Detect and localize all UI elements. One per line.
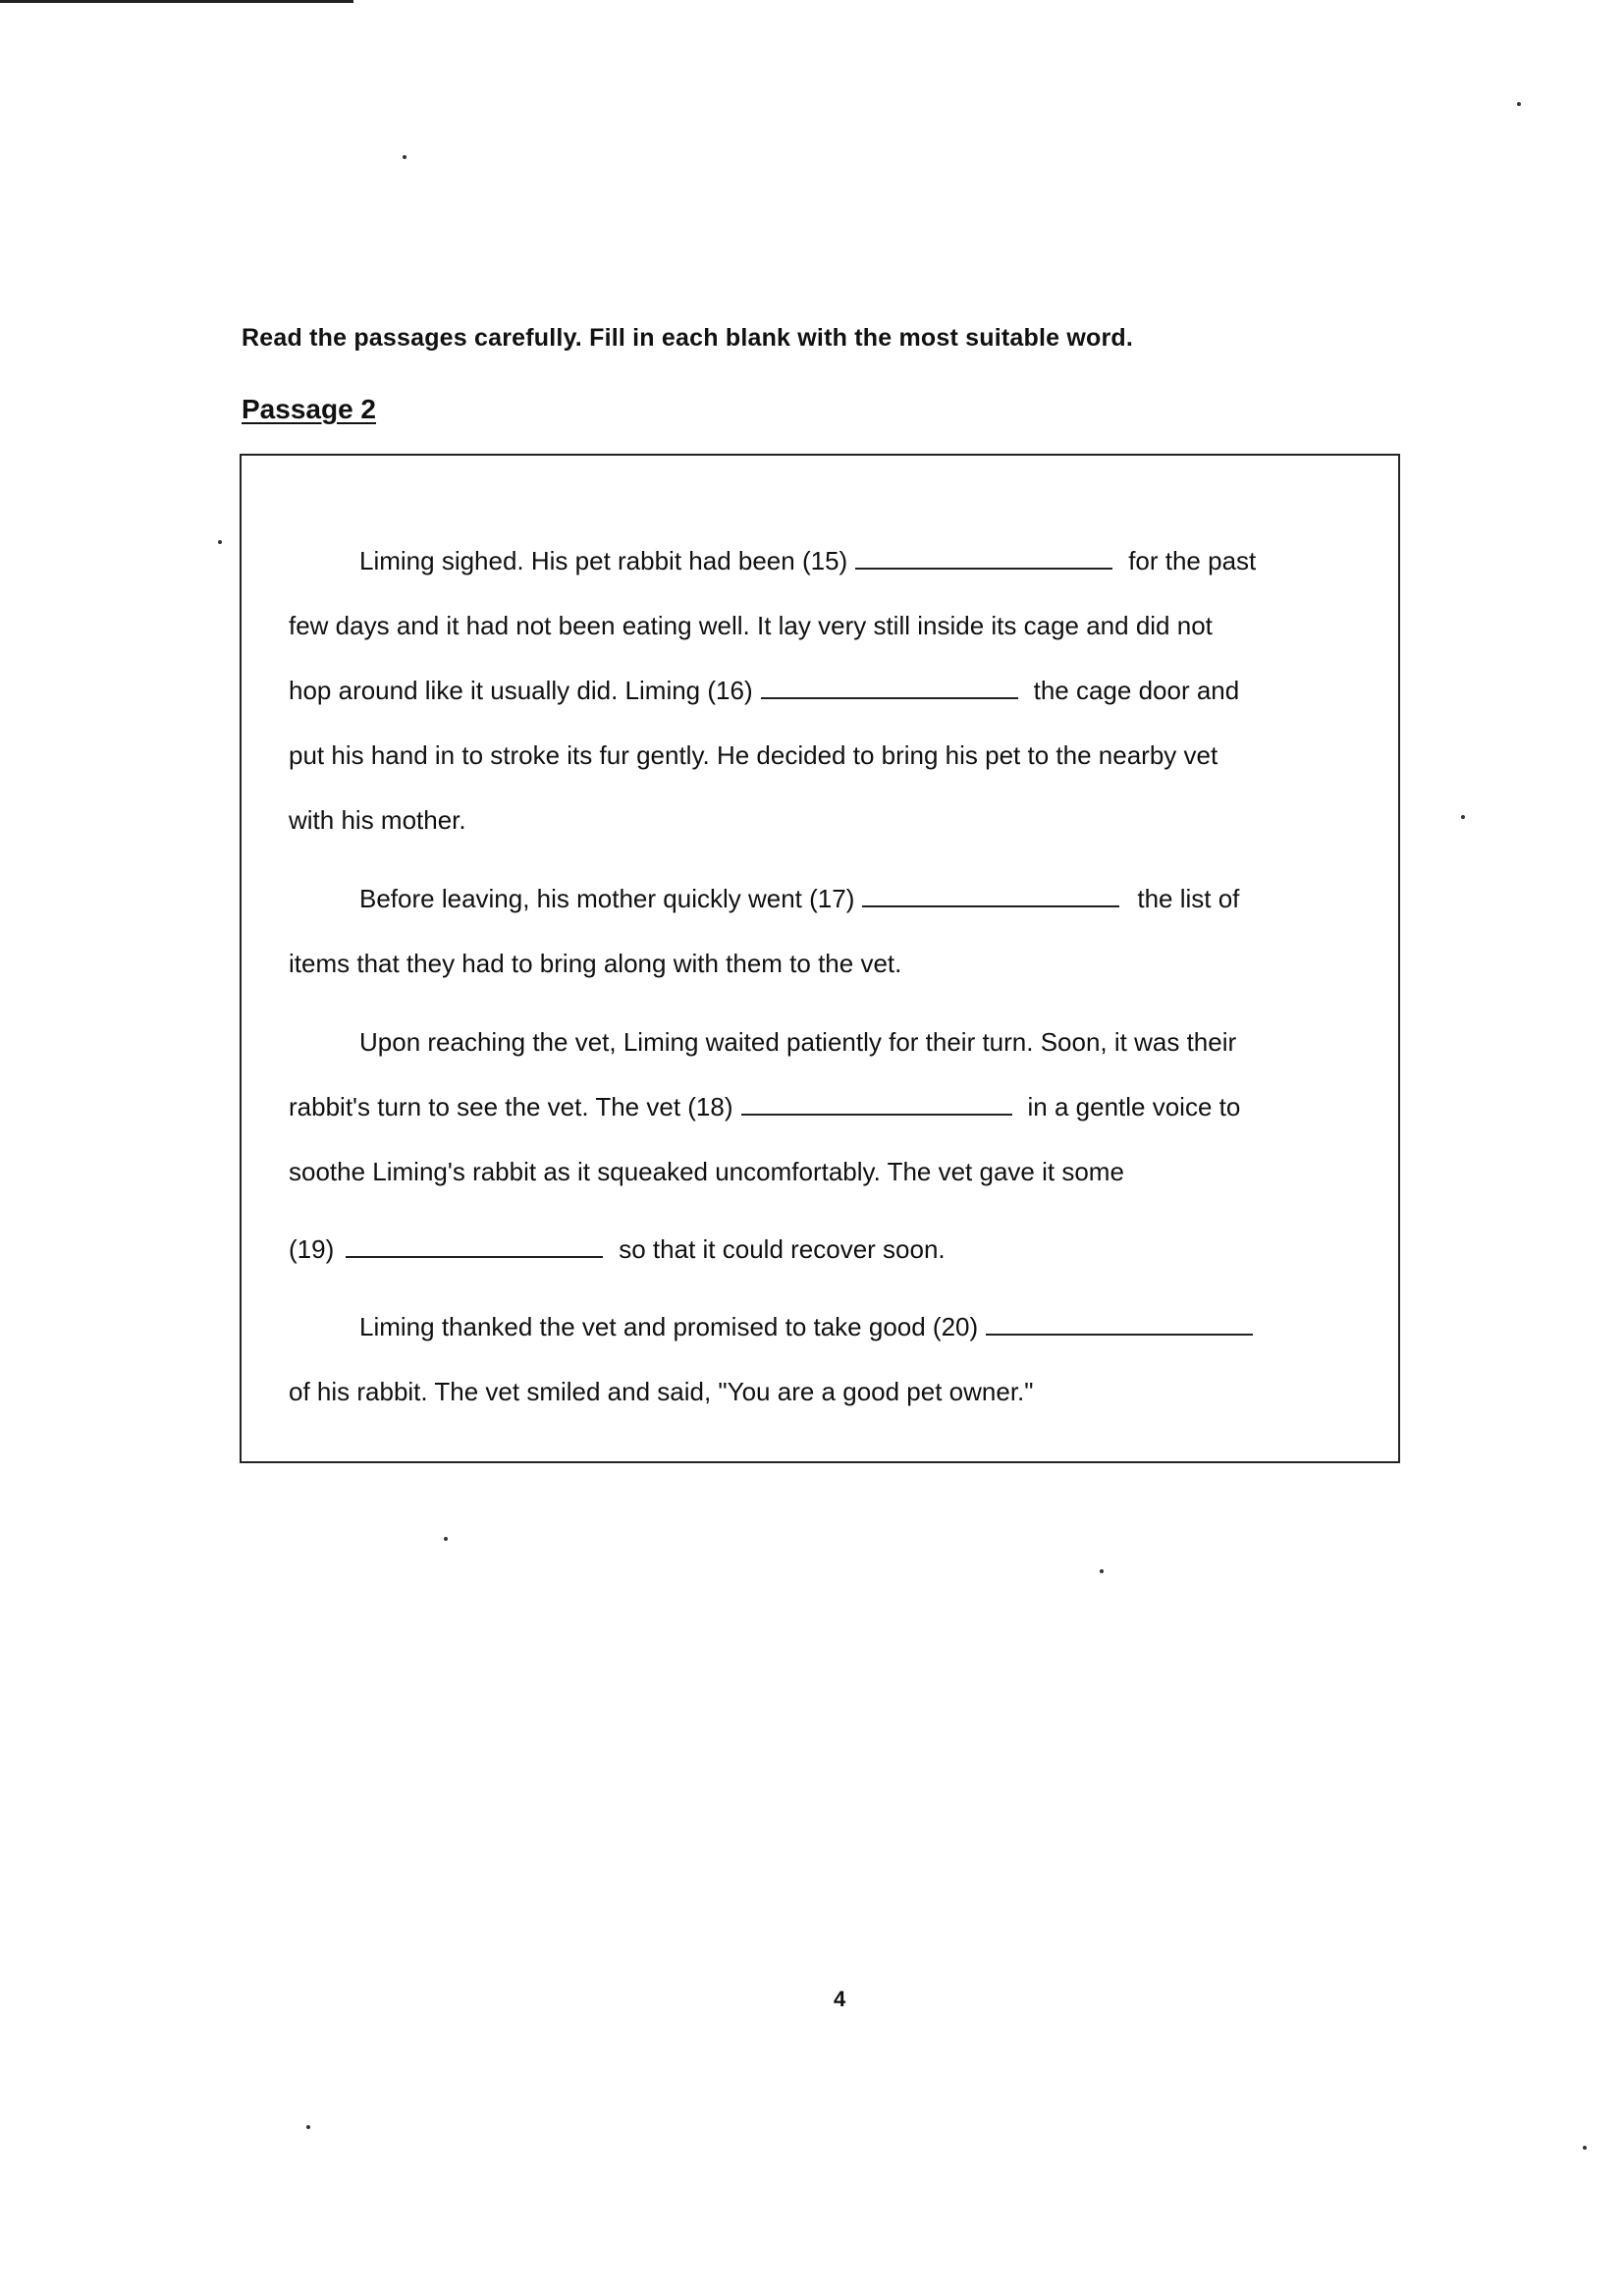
scan-speck bbox=[1517, 102, 1521, 106]
passage-line bbox=[289, 1157, 1124, 1186]
passage-text: Before leaving, his mother quickly went (17) bbox=[359, 884, 855, 913]
passage-text: put his hand in to stroke its fur gently. He decided to bring his pet to the nearby vet bbox=[289, 740, 1218, 770]
passage-text: hop around like it usually did. Liming (16) bbox=[289, 676, 753, 705]
passage-text: of his rabbit. The vet smiled and said, "You are a good pet owner." bbox=[289, 1377, 1034, 1406]
passage-text: so that it could recover soon. bbox=[619, 1234, 946, 1264]
instructions: Read the passages carefully. Fill in each blank with the most suitable word. bbox=[242, 324, 1134, 352]
passage-text: (19) bbox=[289, 1234, 335, 1264]
blank-18[interactable] bbox=[741, 1092, 1012, 1116]
passage-line bbox=[289, 676, 1239, 705]
passage-text: for the past bbox=[1128, 546, 1257, 575]
passage-line bbox=[289, 1092, 1240, 1121]
passage-line bbox=[289, 805, 466, 835]
passage-text: in a gentle voice to bbox=[1027, 1092, 1241, 1121]
passage-box bbox=[240, 454, 1400, 1463]
scan-speck bbox=[1583, 2146, 1587, 2150]
passage-text: rabbit's turn to see the vet. The vet (18) bbox=[289, 1092, 733, 1121]
blank-17[interactable] bbox=[862, 884, 1119, 907]
blank-19[interactable] bbox=[346, 1234, 603, 1258]
passage-line bbox=[359, 1312, 1261, 1341]
scan-speck bbox=[403, 155, 406, 159]
passage-line bbox=[359, 1027, 1236, 1057]
passage-text: Upon reaching the vet, Liming waited patiently for their turn. Soon, it was their bbox=[359, 1027, 1237, 1057]
passage-line bbox=[289, 949, 901, 978]
passage-line bbox=[289, 611, 1213, 640]
scan-speck bbox=[444, 1537, 448, 1541]
passage-line bbox=[289, 740, 1218, 770]
blank-20[interactable] bbox=[986, 1312, 1253, 1336]
scan-top-rule bbox=[0, 0, 353, 3]
passage-line bbox=[289, 1377, 1034, 1406]
passage-text: soothe Liming's rabbit as it squeaked uncomfortably. The vet gave it some bbox=[289, 1157, 1124, 1186]
passage-text: Liming thanked the vet and promised to take good (20) bbox=[359, 1312, 979, 1341]
passage-line bbox=[289, 1234, 946, 1264]
passage-text: with his mother. bbox=[289, 805, 466, 835]
passage-text: Liming sighed. His pet rabbit had been (15) bbox=[359, 546, 848, 575]
blank-15[interactable] bbox=[855, 546, 1112, 570]
scan-speck bbox=[218, 540, 222, 544]
passage-heading: Passage 2 bbox=[242, 394, 376, 424]
scan-speck bbox=[306, 2125, 310, 2129]
passage-text: few days and it had not been eating well. It lay very still inside its cage and did not bbox=[289, 611, 1213, 640]
passage-text: items that they had to bring along with them to the vet. bbox=[289, 949, 902, 978]
passage-text: the cage door and bbox=[1033, 676, 1240, 705]
passage-text: the list of bbox=[1137, 884, 1240, 913]
page-number: 4 bbox=[834, 1987, 846, 2011]
passage-line bbox=[359, 884, 1239, 913]
scan-speck bbox=[1100, 1569, 1104, 1573]
blank-16[interactable] bbox=[761, 676, 1018, 699]
passage-line bbox=[359, 546, 1256, 575]
scan-speck bbox=[1461, 815, 1465, 819]
